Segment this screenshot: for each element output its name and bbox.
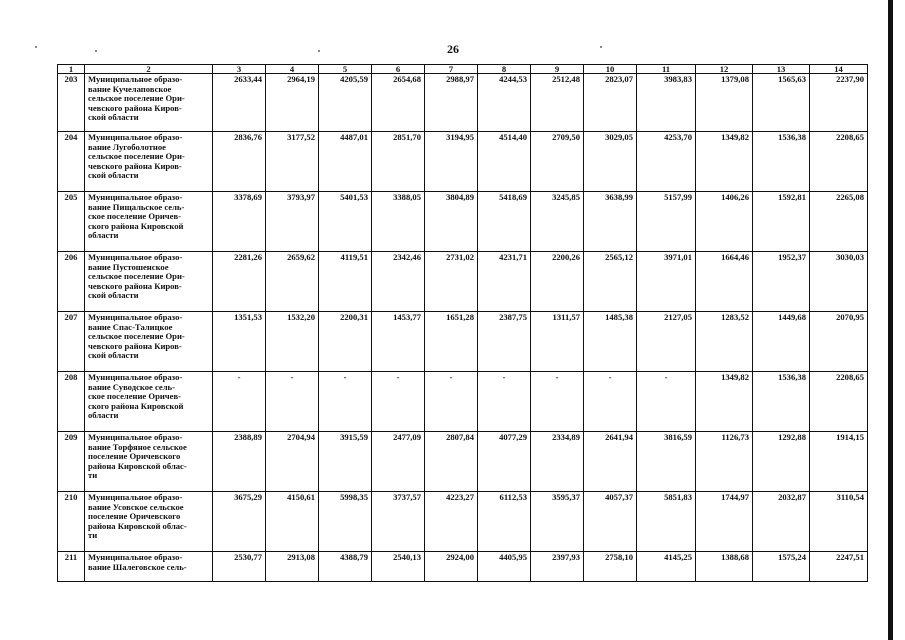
value-cell: 4119,51 [319, 252, 372, 312]
municipality-name-line: сельское поселение Ори- [88, 271, 185, 282]
value-cell: 3737,57 [372, 492, 425, 552]
value-cell: 2530,77 [213, 552, 266, 582]
header-row [58, 65, 868, 74]
value-cell: 4487,01 [319, 132, 372, 192]
municipality-name [85, 492, 213, 552]
value-cell: 4077,29 [478, 432, 531, 492]
value-cell: 2127,05 [637, 312, 696, 372]
value-cell: - [637, 372, 696, 432]
value-cell: 2924,00 [425, 552, 478, 582]
value-cell: 4145,25 [637, 552, 696, 582]
value-cell: 5157,99 [637, 192, 696, 252]
municipality-name-line: Муниципальное образо- [88, 432, 183, 442]
value-cell: - [478, 372, 531, 432]
row-number: 210 [58, 492, 85, 552]
value-cell: 4244,53 [478, 74, 531, 132]
municipality-name-line: Муниципальное образо- [88, 252, 183, 262]
value-cell: 3245,85 [531, 192, 584, 252]
municipality-name-line: ской области [88, 290, 139, 301]
value-cell: 3915,59 [319, 432, 372, 492]
value-cell: 2731,02 [425, 252, 478, 312]
value-cell: 1575,24 [753, 552, 810, 582]
value-cell: 2247,51 [810, 552, 868, 582]
municipality-name [85, 432, 213, 492]
value-cell: 2540,13 [372, 552, 425, 582]
municipality-name-line: Муниципальное образо- [88, 372, 183, 382]
value-cell: 1952,37 [753, 252, 810, 312]
value-cell: 1283,52 [696, 312, 753, 372]
row-number: 207 [58, 312, 85, 372]
municipality-name [85, 132, 213, 192]
municipality-name-line: вание Шалеговское сель- [88, 561, 187, 572]
row-number: 203 [58, 74, 85, 132]
value-cell: - [372, 372, 425, 432]
value-cell: 3177,52 [266, 132, 319, 192]
value-cell: 1664,46 [696, 252, 753, 312]
row-number: 208 [58, 372, 85, 432]
municipality-name-line: чевского района Киров- [88, 160, 182, 171]
value-cell: 1744,97 [696, 492, 753, 552]
value-cell: 3804,89 [425, 192, 478, 252]
municipality-name-line: ти [88, 470, 98, 481]
value-cell: 1914,15 [810, 432, 868, 492]
value-cell: 3638,99 [584, 192, 637, 252]
value-cell: 1536,38 [753, 372, 810, 432]
value-cell: 1453,77 [372, 312, 425, 372]
table-row [58, 252, 868, 312]
value-cell: 1126,73 [696, 432, 753, 492]
municipality-name-line: вание Пищальское сель- [88, 201, 185, 212]
value-cell: 4223,27 [425, 492, 478, 552]
value-cell: 2265,08 [810, 192, 868, 252]
municipality-name-line: поселение Оричевского [88, 511, 181, 522]
value-cell: 1592,81 [753, 192, 810, 252]
scan-speck [95, 50, 97, 52]
municipality-name-line: вание Лугоболотное [88, 141, 166, 152]
municipality-name-line: ти [88, 530, 98, 541]
value-cell: 1532,20 [266, 312, 319, 372]
value-cell: 4253,70 [637, 132, 696, 192]
value-cell: 2709,50 [531, 132, 584, 192]
municipality-name [85, 252, 213, 312]
value-cell: 2704,94 [266, 432, 319, 492]
value-cell: 4405,95 [478, 552, 531, 582]
municipality-name [85, 372, 213, 432]
value-cell: 5851,83 [637, 492, 696, 552]
value-cell: 1351,53 [213, 312, 266, 372]
value-cell: 2913,08 [266, 552, 319, 582]
value-cell: 2565,12 [584, 252, 637, 312]
value-cell: 4205,59 [319, 74, 372, 132]
value-cell: - [425, 372, 478, 432]
value-cell: 5998,35 [319, 492, 372, 552]
municipality-name-line: Муниципальное образо- [88, 312, 183, 322]
value-cell: 2070,95 [810, 312, 868, 372]
value-cell: 3388,05 [372, 192, 425, 252]
municipality-name-line: ского района Кировской [88, 400, 184, 411]
column-header: 13 [753, 65, 810, 74]
value-cell: 4150,61 [266, 492, 319, 552]
column-header: 7 [425, 65, 478, 74]
value-cell: 2988,97 [425, 74, 478, 132]
value-cell: 4231,71 [478, 252, 531, 312]
value-cell: 3595,37 [531, 492, 584, 552]
municipality-name-line: района Кировской облас- [88, 520, 187, 531]
table-row [58, 552, 868, 582]
value-cell: 2641,94 [584, 432, 637, 492]
municipality-name-line: сельское поселение Ори- [88, 331, 185, 342]
table-row [58, 492, 868, 552]
value-cell: 4388,79 [319, 552, 372, 582]
municipality-name-line: ской области [88, 170, 139, 181]
municipality-name-line: Муниципальное образо- [88, 192, 183, 202]
municipality-name-line: Муниципальное образо- [88, 132, 183, 142]
value-cell: 2342,46 [372, 252, 425, 312]
municipality-name [85, 192, 213, 252]
municipality-name-line: ской области [88, 112, 139, 123]
municipality-name-line: сельское поселение Ори- [88, 93, 185, 104]
value-cell: 2823,07 [584, 74, 637, 132]
value-cell: 4514,40 [478, 132, 531, 192]
value-cell: 2807,84 [425, 432, 478, 492]
column-header: 8 [478, 65, 531, 74]
page-number: 26 [447, 42, 459, 56]
column-header: 3 [213, 65, 266, 74]
municipality-name-line: вание Суводское сель- [88, 381, 175, 392]
value-cell: 3378,69 [213, 192, 266, 252]
value-cell: 2851,70 [372, 132, 425, 192]
value-cell: 5401,53 [319, 192, 372, 252]
scan-speck [318, 50, 320, 52]
municipality-name-line: чевского района Киров- [88, 102, 182, 113]
value-cell: 3816,59 [637, 432, 696, 492]
value-cell: 1349,82 [696, 372, 753, 432]
value-cell: 2964,19 [266, 74, 319, 132]
value-cell: 1449,68 [753, 312, 810, 372]
value-cell: 1485,38 [584, 312, 637, 372]
column-header: 11 [637, 65, 696, 74]
value-cell: 2208,65 [810, 132, 868, 192]
value-cell: 2659,62 [266, 252, 319, 312]
value-cell: 1536,38 [753, 132, 810, 192]
municipality-name-line: Муниципальное образо- [88, 552, 183, 562]
data-table [57, 64, 868, 582]
value-cell: 2477,09 [372, 432, 425, 492]
value-cell: 3675,29 [213, 492, 266, 552]
value-cell: 2032,87 [753, 492, 810, 552]
column-header: 5 [319, 65, 372, 74]
column-header: 12 [696, 65, 753, 74]
value-cell: 3194,95 [425, 132, 478, 192]
column-header: 14 [810, 65, 868, 74]
table-row [58, 312, 868, 372]
municipality-name-line: области [88, 230, 119, 241]
value-cell: 1292,88 [753, 432, 810, 492]
municipality-name-line: ское поселение Оричев- [88, 391, 181, 402]
municipality-name-line: чевского района Киров- [88, 280, 182, 291]
value-cell: 1388,68 [696, 552, 753, 582]
value-cell: 1565,63 [753, 74, 810, 132]
value-cell: 2208,65 [810, 372, 868, 432]
municipality-name-line: ское поселение Оричев- [88, 211, 181, 222]
municipality-name-line: вание Спас-Талицкое [88, 321, 173, 332]
value-cell: 6112,53 [478, 492, 531, 552]
value-cell: 2512,48 [531, 74, 584, 132]
value-cell: 2237,90 [810, 74, 868, 132]
value-cell: 4057,37 [584, 492, 637, 552]
column-header: 1 [58, 65, 85, 74]
value-cell: 2654,68 [372, 74, 425, 132]
row-number: 205 [58, 192, 85, 252]
value-cell: 3029,05 [584, 132, 637, 192]
municipality-name-line: вание Кучелаповское [88, 83, 172, 94]
value-cell: 2200,26 [531, 252, 584, 312]
value-cell: 2200,31 [319, 312, 372, 372]
table-row [58, 74, 868, 132]
municipality-name-line: Муниципальное образо- [88, 492, 183, 502]
value-cell: 2836,76 [213, 132, 266, 192]
municipality-name-line: вание Торфяное сельское [88, 441, 187, 452]
column-header: 10 [584, 65, 637, 74]
table-row [58, 372, 868, 432]
municipality-name-line: Муниципальное образо- [88, 74, 183, 84]
value-cell: - [531, 372, 584, 432]
table-row [58, 192, 868, 252]
column-header: 2 [85, 65, 213, 74]
value-cell: 3110,54 [810, 492, 868, 552]
value-cell: 2633,44 [213, 74, 266, 132]
value-cell: 2397,93 [531, 552, 584, 582]
row-number: 204 [58, 132, 85, 192]
table-row [58, 132, 868, 192]
municipality-name-line: района Кировской облас- [88, 460, 187, 471]
municipality-name-line: поселение Оричевского [88, 451, 181, 462]
municipality-name-line: чевского района Киров- [88, 340, 182, 351]
row-number: 206 [58, 252, 85, 312]
value-cell: 1406,26 [696, 192, 753, 252]
value-cell: 2758,10 [584, 552, 637, 582]
row-number: 211 [58, 552, 85, 582]
value-cell: 2387,75 [478, 312, 531, 372]
row-number: 209 [58, 432, 85, 492]
value-cell: 1349,82 [696, 132, 753, 192]
municipality-name-line: сельское поселение Ори- [88, 151, 185, 162]
scan-border-right [888, 0, 893, 640]
municipality-name [85, 312, 213, 372]
value-cell: 1651,28 [425, 312, 478, 372]
value-cell: - [266, 372, 319, 432]
value-cell: - [213, 372, 266, 432]
value-cell: - [319, 372, 372, 432]
table-body [58, 74, 868, 582]
municipality-name-line: вание Усовское сельское [88, 501, 184, 512]
value-cell: 3971,01 [637, 252, 696, 312]
value-cell: 1379,08 [696, 74, 753, 132]
municipality-name-line: ского района Кировской [88, 220, 184, 231]
value-cell: 2281,26 [213, 252, 266, 312]
value-cell: 3793,97 [266, 192, 319, 252]
value-cell: 5418,69 [478, 192, 531, 252]
value-cell: 3030,03 [810, 252, 868, 312]
municipality-name-line: ской области [88, 350, 139, 361]
municipality-name-line: вание Пустошенское [88, 261, 169, 272]
value-cell: 2388,89 [213, 432, 266, 492]
value-cell: - [584, 372, 637, 432]
value-cell: 2334,89 [531, 432, 584, 492]
municipality-name-line: области [88, 410, 119, 421]
column-header: 4 [266, 65, 319, 74]
scan-speck [35, 46, 37, 48]
value-cell: 1311,57 [531, 312, 584, 372]
value-cell: 3983,83 [637, 74, 696, 132]
scan-speck [600, 46, 602, 48]
municipality-name [85, 552, 213, 582]
municipality-name [85, 74, 213, 132]
column-header: 9 [531, 65, 584, 74]
table-row [58, 432, 868, 492]
column-header: 6 [372, 65, 425, 74]
